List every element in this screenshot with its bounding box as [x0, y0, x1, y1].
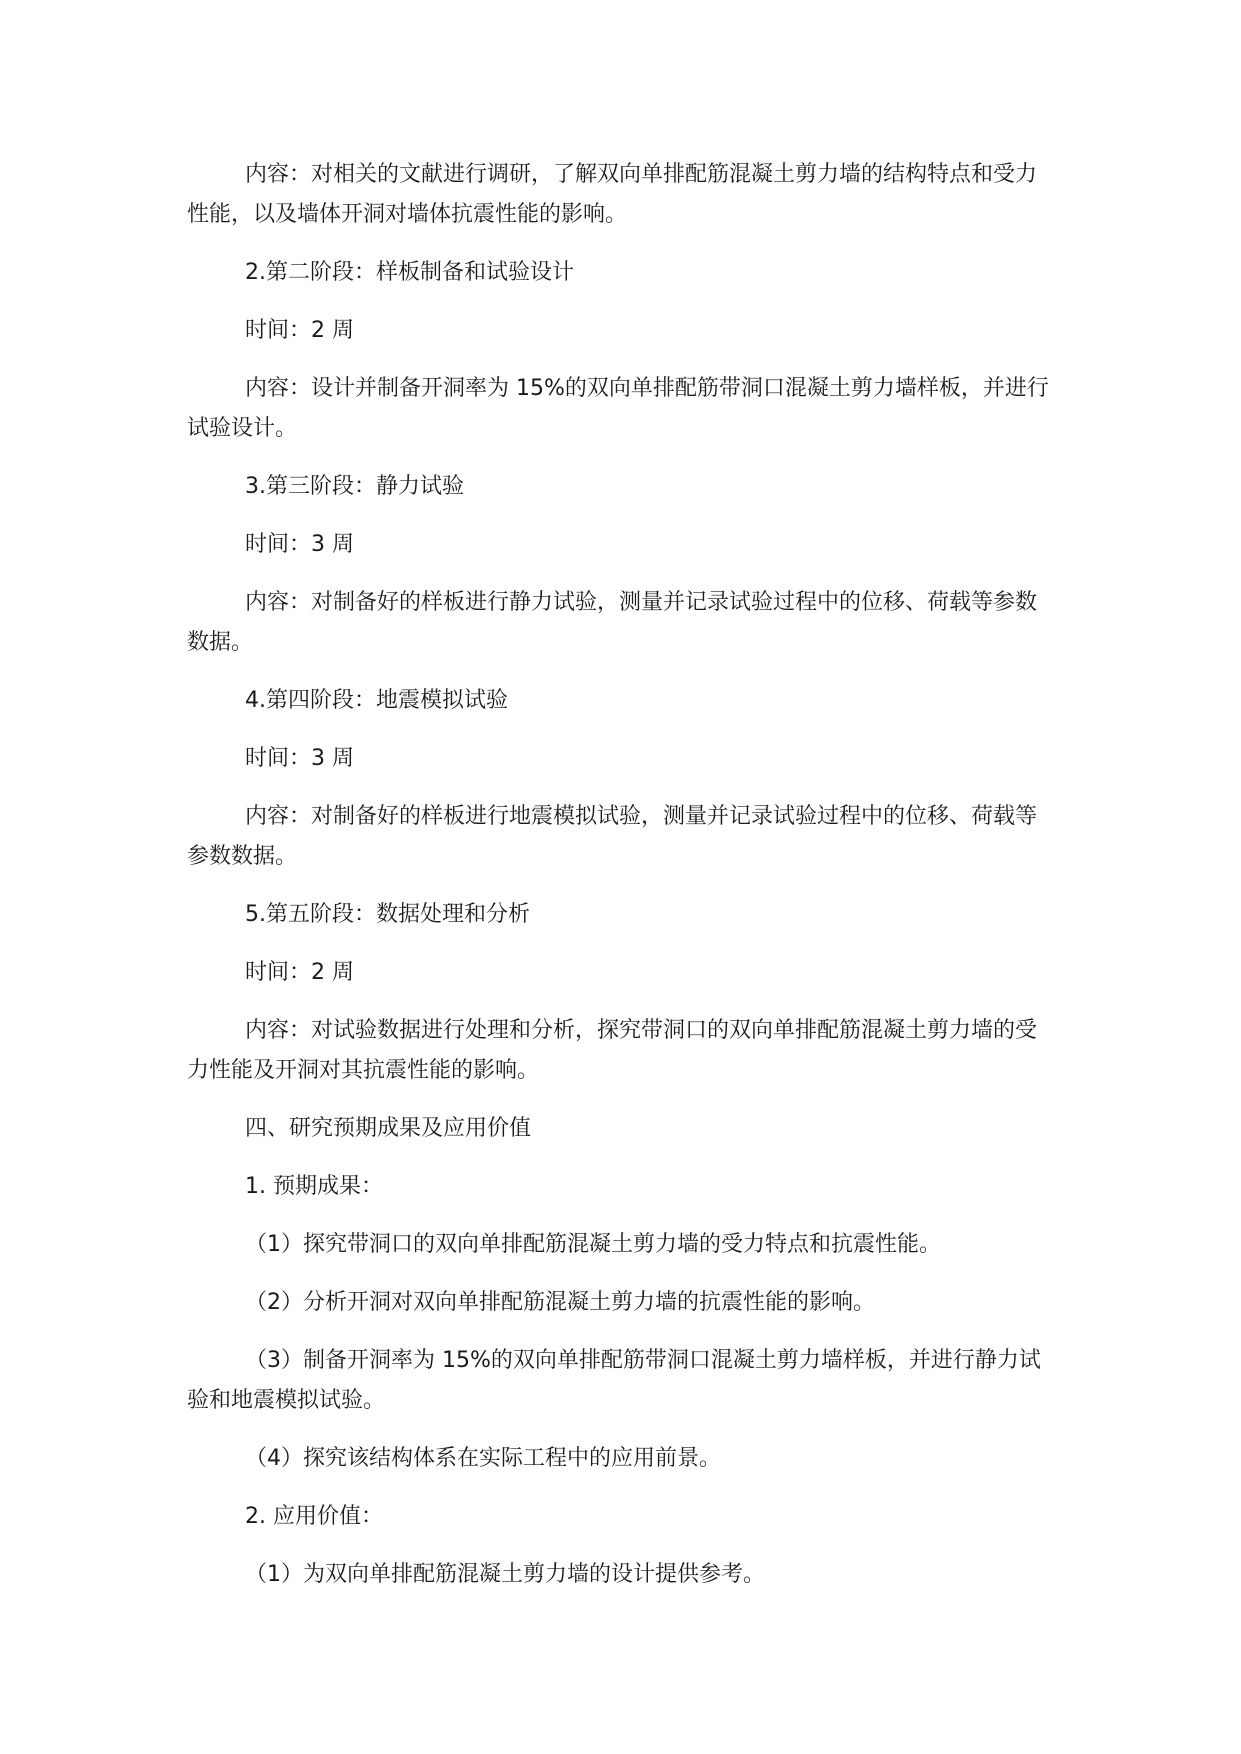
stage-5-heading: 5.第五阶段：数据处理和分析: [245, 902, 530, 927]
document-body: [187, 155, 1053, 1613]
paragraph-research-content: 内容：对相关的文献进行调研，了解双向单排配筋混凝土剪力墙的结构特点和受力性能，以及墙体开洞对墙体抗震性能的影响。: [187, 162, 1038, 227]
stage-4-heading: 4.第四阶段：地震模拟试验: [245, 688, 508, 713]
stage-2-time: 时间：2 周: [245, 318, 354, 343]
expected-results-heading: 1. 预期成果：: [245, 1174, 383, 1199]
application-value-heading: 2. 应用价值：: [245, 1504, 383, 1529]
stage-2-heading: 2.第二阶段：样板制备和试验设计: [245, 260, 574, 285]
expected-result-1: （1）探究带洞口的双向单排配筋混凝土剪力墙的受力特点和抗震性能。: [245, 1232, 941, 1257]
stage-3-time: 时间：3 周: [245, 532, 354, 557]
stage-3-heading: 3.第三阶段：静力试验: [245, 474, 464, 499]
stage-4-content: 内容：对制备好的样板进行地震模拟试验，测量并记录试验过程中的位移、荷载等参数数据。: [187, 804, 1038, 869]
stage-2-content: 内容：设计并制备开洞率为 15%的双向单排配筋带洞口混凝土剪力墙样板，并进行试验设计。: [187, 376, 1049, 441]
expected-result-2: （2）分析开洞对双向单排配筋混凝土剪力墙的抗震性能的影响。: [245, 1290, 875, 1315]
application-value-1: （1）为双向单排配筋混凝土剪力墙的设计提供参考。: [245, 1562, 765, 1587]
stage-5-content: 内容：对试验数据进行处理和分析，探究带洞口的双向单排配筋混凝土剪力墙的受力性能及开洞对其抗震性能的影响。: [187, 1018, 1038, 1083]
expected-result-4: （4）探究该结构体系在实际工程中的应用前景。: [245, 1446, 721, 1471]
stage-5-time: 时间：2 周: [245, 960, 354, 985]
stage-3-content: 内容：对制备好的样板进行静力试验，测量并记录试验过程中的位移、荷载等参数数据。: [187, 590, 1038, 655]
stage-4-time: 时间：3 周: [245, 746, 354, 771]
expected-result-3: （3）制备开洞率为 15%的双向单排配筋带洞口混凝土剪力墙样板，并进行静力试验和地震模拟试验。: [187, 1348, 1041, 1413]
section-4-heading: 四、研究预期成果及应用价值: [245, 1116, 532, 1141]
